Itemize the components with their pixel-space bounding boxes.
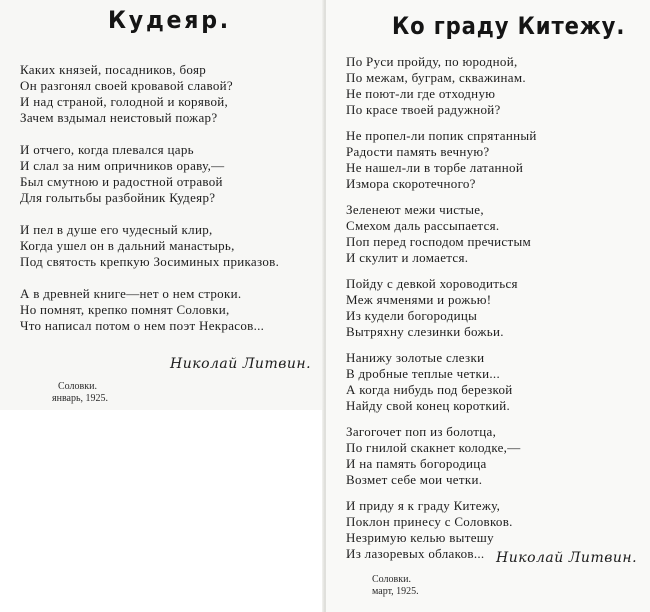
verse-line: Был смутною и радостной отравой — [20, 174, 223, 189]
verse-line: Зачем вздымал неистовый пожар? — [20, 110, 218, 125]
stanza — [346, 424, 537, 488]
stanza — [346, 202, 537, 266]
stanza — [20, 222, 279, 270]
verse-line: Но помнят, крепко помнят Соловки, — [20, 302, 230, 317]
author-signature: Николай Литвин. — [170, 356, 312, 372]
verse-line: Он разгонял своей кровавой славой? — [20, 78, 233, 93]
place-line: Соловки. — [58, 381, 97, 392]
author-signature: Николай Литвин. — [496, 550, 638, 566]
stanza — [20, 62, 279, 126]
verse-line: И отчего, когда плевался царь — [20, 142, 194, 157]
date-line: март, 1925. — [372, 586, 419, 597]
verse-line: Измора скоротечного? — [346, 176, 476, 191]
verse-line: И над страной, голодной и корявой, — [20, 94, 229, 109]
verse-line: Каких князей, посадников, бояр — [20, 62, 207, 77]
verse-line: Не пропел-ли попик спрятанный — [346, 128, 537, 143]
verse-line: Возмет себе мои четки. — [346, 472, 483, 487]
verse-line: Нанижу золотые слезки — [346, 350, 485, 365]
verse-line: А в древней книге—нет о нем строки. — [20, 286, 242, 301]
stanza — [20, 286, 279, 334]
stanza — [346, 128, 537, 192]
stanza — [346, 350, 537, 414]
verse-line: Пойду с девкой хороводиться — [346, 276, 518, 291]
verse-line: И на память богородица — [346, 456, 487, 471]
verse-line: И приду я к граду Китежу, — [346, 498, 501, 513]
verse-line: По Руси пройду, по юродной, — [346, 54, 518, 69]
poem-kitezh — [326, 0, 650, 612]
verse-line: В дробные теплые четки... — [346, 366, 501, 381]
verse-line: Что написал потом о нем поэт Некрасов... — [20, 318, 265, 333]
poem-kudeyar — [0, 0, 325, 410]
verse-line: Смехом даль рассыпается. — [346, 218, 500, 233]
stanza — [346, 54, 537, 118]
verse-line: Загогочет поп из болотца, — [346, 424, 497, 439]
verse-line: По межам, буграм, скважинам. — [346, 70, 526, 85]
date-line: январь, 1925. — [52, 393, 109, 404]
verse-line: Незримую келью вытешу — [346, 530, 494, 545]
verse-line: Не поют-ли где отходную — [346, 86, 496, 101]
verse-line: Вытряхну слезинки божьи. — [346, 324, 504, 339]
poem-body — [20, 62, 279, 350]
verse-line: Из лазоревых облаков... — [346, 546, 485, 561]
verse-line: По красе твоей радужной? — [346, 102, 501, 117]
poem-title: Кудеяр. — [108, 6, 231, 34]
verse-line: И скулит и ломается. — [346, 250, 469, 265]
verse-line: Меж ячменями и рожью! — [346, 292, 492, 307]
verse-line: По гнилой скакнет колодке,— — [346, 440, 521, 455]
verse-line: Поп перед господом пречистым — [346, 234, 532, 249]
verse-line: Под святость крепкую Зосиминых приказов. — [20, 254, 280, 269]
verse-line: А когда нибудь под березкой — [346, 382, 513, 397]
verse-line: Зеленеют межи чистые, — [346, 202, 484, 217]
verse-line: И слал за ним опричников ораву,— — [20, 158, 225, 173]
stanza — [346, 276, 537, 340]
verse-line: Найду свой конец короткий. — [346, 398, 511, 413]
stanza — [20, 142, 279, 206]
verse-line: Не нашел-ли в торбе латанной — [346, 160, 524, 175]
verse-line: И пел в душе его чудесный клир, — [20, 222, 213, 237]
verse-line: Из кудели богородицы — [346, 308, 478, 323]
verse-line: Поклон принесу с Соловков. — [346, 514, 513, 529]
poem-title: Ко граду Китежу. — [392, 12, 626, 40]
place-line: Соловки. — [372, 574, 411, 585]
poem-body — [346, 54, 537, 572]
verse-line: Для голытьбы разбойник Кудеяр? — [20, 190, 216, 205]
verse-line: Когда ушел он в дальний манастырь, — [20, 238, 235, 253]
verse-line: Радости память вечную? — [346, 144, 490, 159]
